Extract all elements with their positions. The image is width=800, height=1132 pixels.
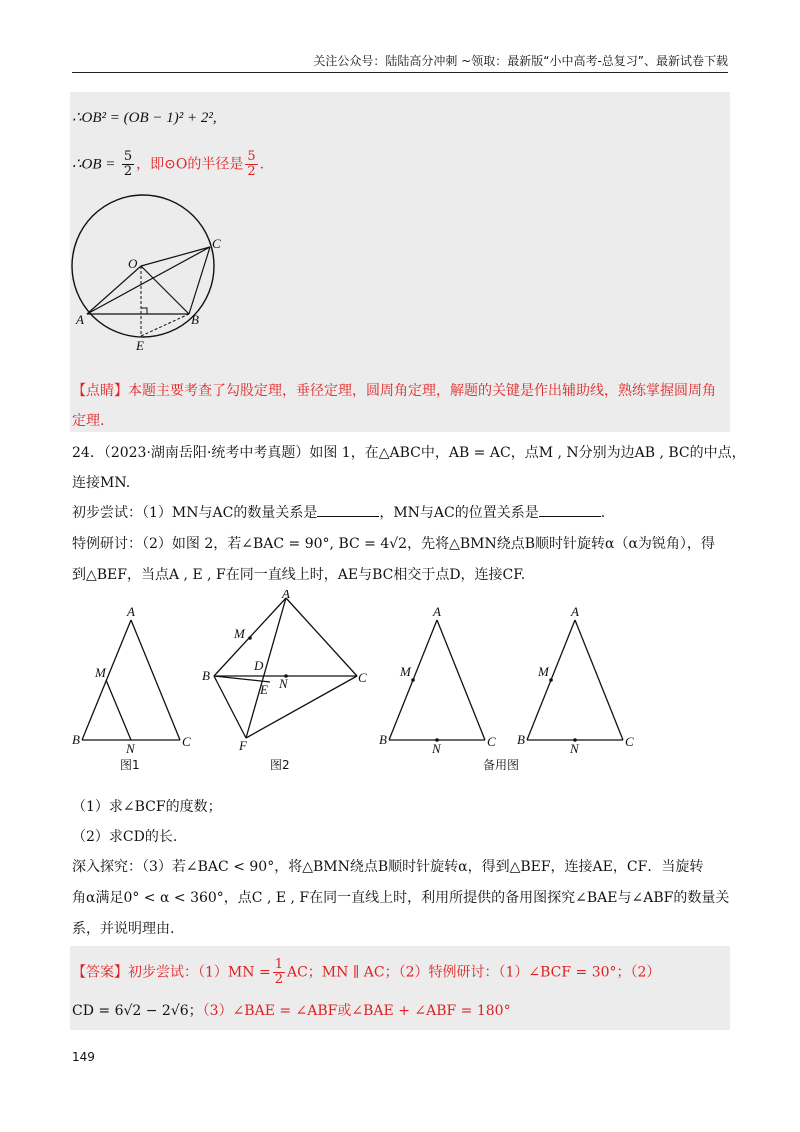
label-B: B [191, 312, 199, 327]
fig2-label-C: C [358, 670, 367, 685]
problem-line-5: 到△BEF，当点A , E , F在同一直线上时，AE与BC相交于点D，连接CF. [72, 567, 526, 583]
figure-2 [202, 590, 367, 753]
fig2-label-D: D [254, 658, 264, 673]
figures-row [60, 590, 700, 760]
fig2-label-F: F [239, 738, 247, 753]
spare2-label-N: N [570, 741, 579, 756]
comment-line-1: 【点睛】本题主要考查了勾股定理，垂径定理，圆周角定理，解题的关键是作出辅助线，熟练掌握圆周角 [72, 383, 716, 399]
solution-line-1: ∴OB² = (OB − 1)² + 2², [72, 110, 217, 126]
spare1-label-C: C [487, 734, 496, 749]
fig2-label-A: A [282, 590, 290, 601]
problem-line-4: 特例研讨：（2）如图 2，若∠BAC = 90°, BC = 4√2，先将△BMN绕点B顺时针旋转α（α为锐角），得 [72, 536, 715, 552]
problem-line-2: 连接MN. [72, 475, 131, 491]
answer-line-2: CD = 6√2 − 2√6；（3）∠BAE = ∠ABF或∠BAE + ∠ABF = 180° [72, 1003, 511, 1019]
spare1-label-M: M [400, 664, 411, 679]
page-header: 关注公众号：陆陆高分冲刺 ~领取：最新版“小中高考-总复习”、最新试卷下载 [313, 54, 728, 68]
fraction-5-2: $\frac{5}{2}$ [123, 149, 133, 179]
question-1: （1）求∠BCF的度数； [72, 799, 222, 815]
comment-line-2: 定理. [72, 413, 105, 429]
spare1-label-N: N [432, 741, 441, 756]
fig1-label-C: C [182, 734, 191, 749]
spare2-label-A: A [571, 604, 579, 619]
caption-figure-2: 图2 [270, 758, 290, 772]
label-C: C [212, 236, 221, 251]
answer-blank-2 [539, 504, 601, 517]
spare1-label-A: A [433, 604, 441, 619]
fig1-label-M: M [95, 665, 106, 680]
fig2-label-N: N [279, 676, 288, 691]
figure-1 [72, 604, 191, 756]
spare2-label-M: M [538, 664, 549, 679]
spare-figure-2 [517, 604, 634, 756]
label-A: A [76, 312, 84, 327]
question-2: （2）求CD的长. [72, 829, 178, 845]
spare2-label-C: C [625, 734, 634, 749]
fig1-label-A: A [127, 604, 135, 619]
answer-blank-1 [317, 504, 379, 517]
spare-figure-1 [379, 604, 496, 756]
spare2-label-B: B [517, 732, 525, 747]
fig2-label-E: E [260, 682, 268, 697]
question-3-line-3: 系，并说明理由. [72, 921, 175, 937]
fig2-label-B: B [202, 668, 210, 683]
answer-line-1: 【答案】初步尝试：（1）MN = $\frac{1}{2}$ AC；MN ∥ AC；（2）特例研讨：（1）∠BCF = 30°；（2） [72, 957, 661, 987]
problem-line-3: 初步尝试：（1）MN与AC的数量关系是 ，MN与AC的位置关系是 . [72, 505, 606, 521]
label-O: O [128, 256, 138, 271]
fig1-label-B: B [72, 732, 80, 747]
header-rule [72, 72, 728, 73]
label-E: E [136, 338, 144, 353]
problem-line-1: 24．（2023·湖南岳阳·统考中考真题）如图 1，在△ABC中，AB = AC，点M , N分别为边AB , BC的中点， [72, 445, 746, 461]
page-number: 149 [72, 1050, 95, 1064]
fig1-label-N: N [126, 741, 135, 756]
caption-figure-1: 图1 [120, 758, 140, 772]
fraction-1-2: $\frac{1}{2}$ [274, 957, 283, 987]
spare1-label-B: B [379, 732, 387, 747]
solution-line-2: ∴OB = $\frac{5}{2}$ ，即⊙O的半径是 $\frac{5}{2}$ . [72, 149, 265, 179]
fraction-5-2-red: $\frac{5}{2}$ [247, 149, 256, 179]
circle-figure [70, 190, 240, 360]
question-3-line-2: 角α满足0° < α < 360°，点C , E , F在同一直线上时，利用所提供的备用图探究∠BAE与∠ABF的数量关 [72, 890, 730, 906]
question-3-line-1: 深入探究：（3）若∠BAC < 90°，将△BMN绕点B顺时针旋转α，得到△BEF，连接AE，CF．当旋转 [72, 859, 704, 875]
fig2-label-M: M [234, 626, 245, 641]
caption-spare-figure: 备用图 [483, 758, 520, 772]
